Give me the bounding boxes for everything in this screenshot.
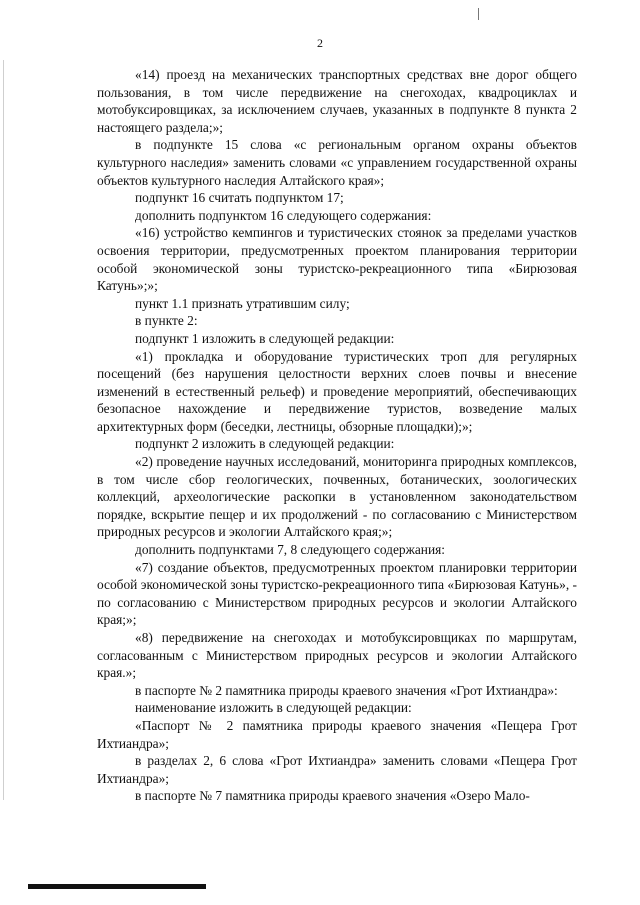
- document-body: [97, 66, 577, 805]
- paragraph: «14) проезд на механических транспортных средствах вне дорог общего пользования, в том числе передвижение на снегоходах, квадроциклах и мотобуксировщиках, за исключением случаев, указанных в подпункте 8 пункта 2 настоящего раздела;»;: [97, 67, 577, 135]
- paragraph: в разделах 2, 6 слова «Грот Ихтиандра» заменить словами «Пещера Грот Ихтиандра»;: [97, 753, 577, 786]
- paragraph: в пункте 2:: [135, 313, 198, 329]
- footer-rule: [28, 884, 206, 889]
- paragraph: подпункт 2 изложить в следующей редакции:: [135, 436, 395, 452]
- paragraph: пункт 1.1 признать утратившим силу;: [135, 295, 350, 311]
- page-number: 2: [317, 36, 323, 50]
- paragraph: в паспорте № 7 памятника природы краевого значения «Озеро Мало-: [135, 788, 530, 804]
- paragraph: подпункт 1 изложить в следующей редакции:: [135, 330, 395, 346]
- paragraph: в подпункте 15 слова «с региональным органом охраны объектов культурного наследия» заменить словами «с управлением государственной охраны объектов культурного наследия Алтайского края»;: [97, 137, 577, 188]
- paragraph: подпункт 16 считать подпунктом 17;: [135, 190, 344, 206]
- scan-edge-line: [3, 60, 4, 800]
- paragraph: «Паспорт № 2 памятника природы краевого значения «Пещера Грот Ихтиандра»;: [97, 717, 577, 751]
- paragraph: дополнить подпунктом 16 следующего содержания:: [135, 207, 432, 223]
- paragraph: наименование изложить в следующей редакции:: [135, 700, 412, 716]
- paragraph: «1) прокладка и оборудование туристических троп для регулярных посещений (без нарушения целостности верхних слоев почвы и внесение изменений в естественный рельеф) и проведение мероприятий, обеспечивающих безопасное нахождение и передвижение туристов, возведение малых архитектурных форм (беседки, лестницы, обзорные площадки);»;: [97, 348, 577, 434]
- paragraph: дополнить подпунктами 7, 8 следующего содержания:: [135, 542, 446, 558]
- paragraph: «8) передвижение на снегоходах и мотобуксировщиках по маршрутам, согласованным с Министерством природных ресурсов и экологии Алтайского края.»;: [97, 630, 577, 681]
- paragraph: в паспорте № 2 памятника природы краевого значения «Грот Ихтиандра»:: [135, 682, 558, 698]
- paragraph: «2) проведение научных исследований, мониторинга природных комплексов, в том числе сбор геологических, почвенных, ботанических, зоологических коллекций, археологические раскопки в установленном законодательством порядке, вскрытие пещер и их продолжений - по согласованию с Министерством природных ресурсов и экологии Алтайского края;»;: [97, 454, 577, 540]
- paragraph: «16) устройство кемпингов и туристических стоянок за пределами участков освоения территории, предусмотренных проектом планирования территории особой экономической зоны туристско-рекреационного типа «Бирюзовая Катунь»;»;: [97, 225, 577, 294]
- paragraph: «7) создание объектов, предусмотренных проектом планировки территории особой экономической зоны туристско-рекреационного типа «Бирюзовая Катунь», - по согласованию с Министерством природных ресурсов и экологии Алтайского края;»;: [97, 559, 577, 628]
- scan-mark: [478, 8, 479, 20]
